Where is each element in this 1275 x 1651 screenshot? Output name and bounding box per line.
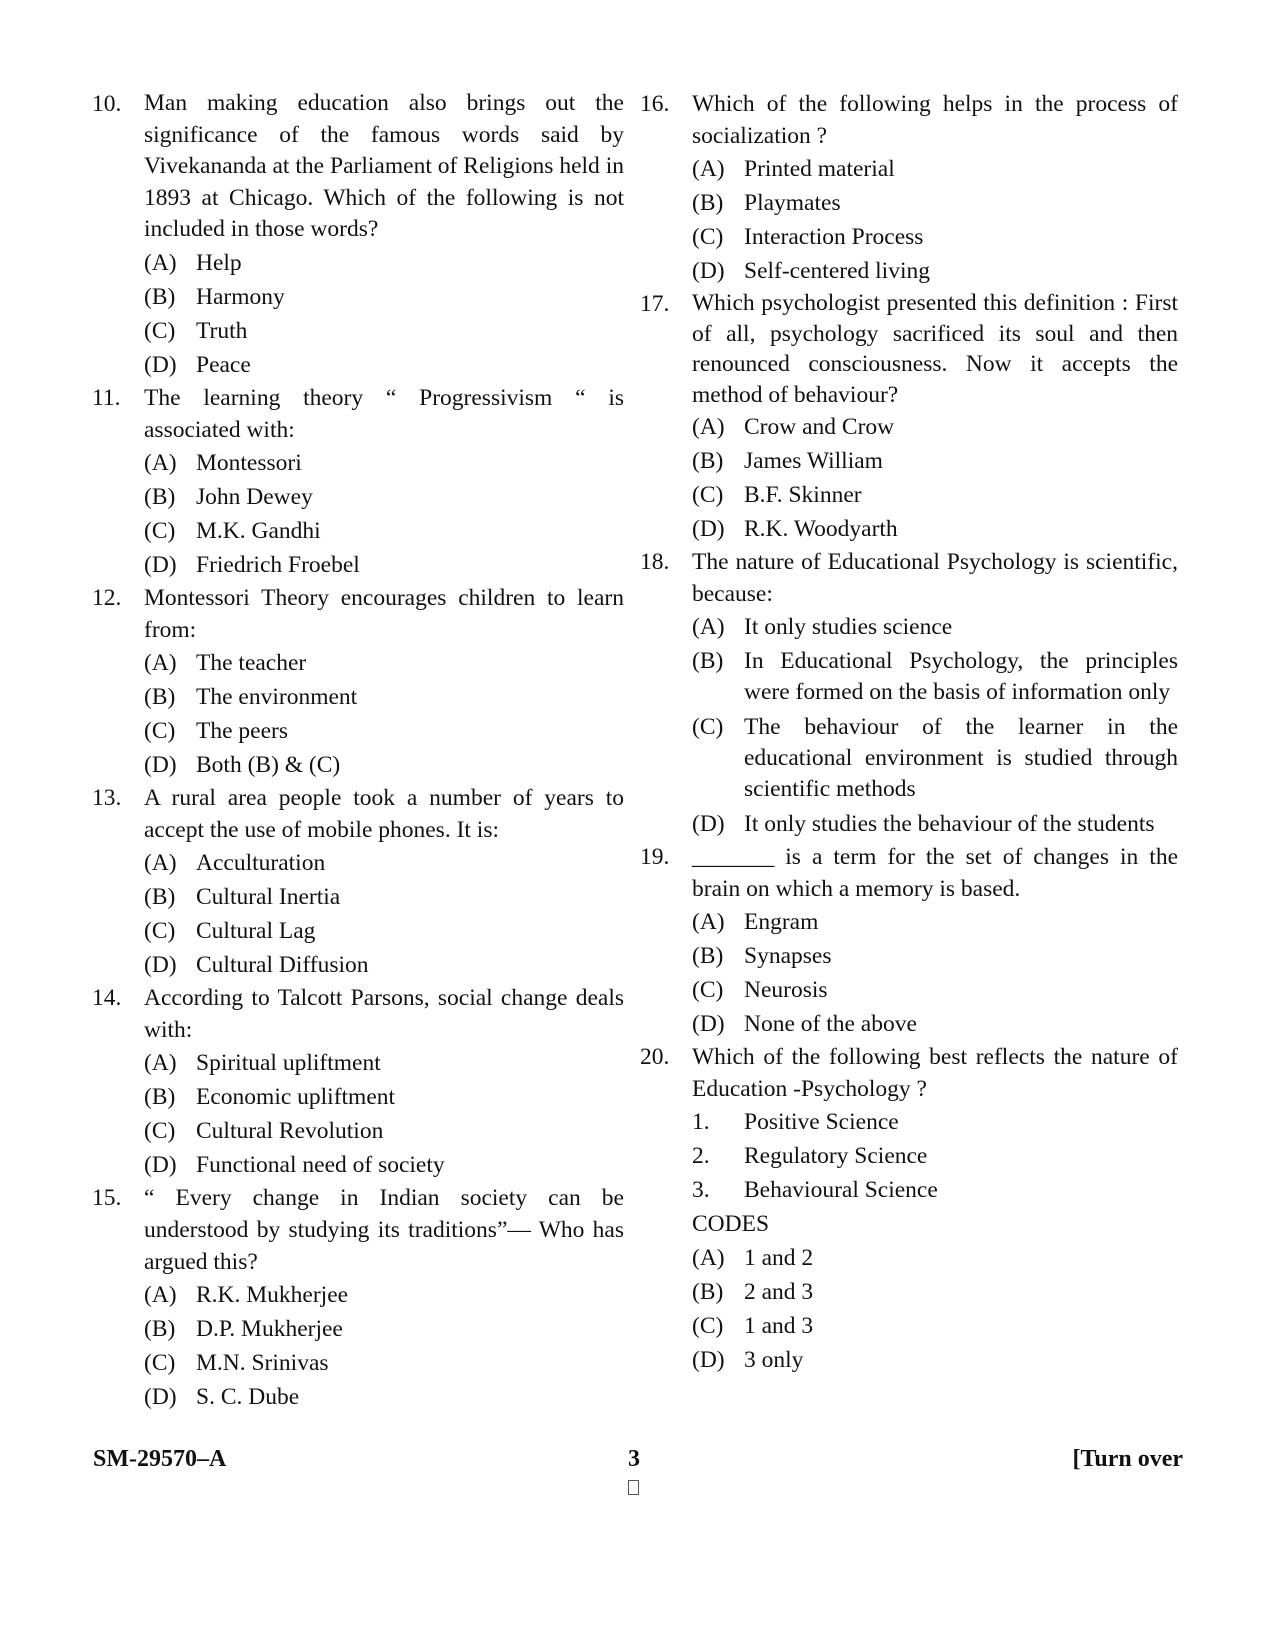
- option-text: Cultural Inertia: [196, 883, 341, 910]
- statement: [692, 1173, 1178, 1207]
- statement-text: Behavioural Science: [744, 1177, 938, 1203]
- option: [144, 914, 624, 948]
- option-text: Neurosis: [744, 977, 828, 1003]
- question-number: 14.: [92, 984, 122, 1011]
- option-text: Cultural Revolution: [196, 1117, 384, 1144]
- option: [144, 1312, 624, 1346]
- option: [144, 280, 624, 314]
- option-text: B.F. Skinner: [744, 482, 862, 508]
- option-label: (C): [692, 1313, 724, 1339]
- question-number: 15.: [92, 1184, 122, 1211]
- statement-label: 1.: [692, 1109, 710, 1135]
- option: [144, 1380, 624, 1414]
- option-text: S. C. Dube: [196, 1383, 300, 1410]
- option-text: It only studies the behaviour of the students: [744, 811, 1155, 837]
- question-text: A rural area people took a number of years to accept the use of mobile phones. It is:: [144, 784, 624, 843]
- option-text: D.P. Mukherjee: [196, 1315, 343, 1342]
- option-label: (D): [144, 751, 177, 778]
- option: [144, 548, 624, 582]
- left-column: [92, 88, 624, 1414]
- option: [692, 1343, 1178, 1377]
- option: [692, 1309, 1178, 1343]
- option-label: (D): [692, 1011, 725, 1037]
- option-text: Interaction Process: [744, 224, 924, 250]
- option-text: Synapses: [744, 943, 832, 969]
- option-text: The peers: [196, 717, 288, 744]
- option-label: (D): [144, 951, 177, 978]
- option: [144, 646, 624, 680]
- option-text: It only studies science: [744, 614, 953, 640]
- option-text: R.K. Mukherjee: [196, 1281, 349, 1308]
- question-13: [92, 782, 624, 982]
- option-label: (A): [692, 414, 725, 440]
- question-11: [92, 382, 624, 582]
- question-text: The learning theory “ Progressivism “ is associated with:: [144, 384, 624, 443]
- question-17: [640, 288, 1178, 546]
- question-10: [92, 88, 624, 382]
- page-number: 3: [628, 1446, 640, 1472]
- option: [692, 1241, 1178, 1275]
- option: [144, 1278, 624, 1312]
- option: [692, 478, 1178, 512]
- option-label: (D): [692, 258, 725, 284]
- option-label: (A): [144, 849, 177, 876]
- question-text: Which of the following helps in the process of socialization ?: [692, 91, 1178, 149]
- option-text: M.N. Srinivas: [196, 1349, 329, 1376]
- option-text: Montessori: [196, 449, 302, 476]
- option-text: Spiritual upliftment: [196, 1049, 381, 1076]
- question-number: 20.: [640, 1044, 670, 1070]
- option: [692, 1275, 1178, 1309]
- question-text: Which psychologist presented this definition : First of all, psychology sacrificed its soul and then renounced consciousness. Now it accepts the method of behaviour?: [692, 290, 1178, 408]
- option-label: (D): [144, 1383, 177, 1410]
- option-label: (B): [692, 448, 724, 474]
- option-label: (C): [144, 717, 176, 744]
- option: [692, 939, 1178, 973]
- option: [144, 846, 624, 880]
- question-14: [92, 982, 624, 1182]
- option-text: Harmony: [196, 283, 285, 310]
- option: [144, 1046, 624, 1080]
- option-label: (C): [144, 517, 176, 544]
- option: [692, 152, 1178, 186]
- question-number: 17.: [640, 291, 670, 317]
- option-label: (A): [692, 156, 725, 182]
- option-label: (D): [144, 1151, 177, 1178]
- right-column: [640, 88, 1178, 1377]
- option-label: (C): [144, 917, 176, 944]
- option-label: (A): [144, 249, 177, 276]
- option: [144, 1114, 624, 1148]
- option-label: (C): [692, 482, 724, 508]
- option-label: (C): [692, 977, 724, 1003]
- option-text: Acculturation: [196, 849, 326, 876]
- option-label: (D): [692, 811, 725, 837]
- question-number: 18.: [640, 549, 670, 575]
- option-text: In Educational Psychology, the principles were formed on the basis of information only: [744, 648, 1178, 705]
- option: [144, 314, 624, 348]
- option: [692, 644, 1178, 710]
- option-text: Friedrich Froebel: [196, 551, 360, 578]
- option: [144, 1148, 624, 1182]
- question-20: [640, 1041, 1178, 1377]
- question-text: Which of the following best reflects the nature of Education -Psychology ?: [692, 1044, 1178, 1102]
- option-label: (B): [144, 1315, 176, 1342]
- option: [692, 905, 1178, 939]
- option-label: (B): [144, 283, 176, 310]
- question-text: “ Every change in Indian society can be understood by studying its traditions”— Who has argued this?: [144, 1184, 624, 1275]
- option-label: (B): [144, 1083, 176, 1110]
- option: [144, 680, 624, 714]
- question-text: Montessori Theory encourages children to learn from:: [144, 584, 624, 643]
- option-text: Printed material: [744, 156, 895, 182]
- statement: [692, 1139, 1178, 1173]
- option-text: Functional need of society: [196, 1151, 445, 1178]
- option-text: Self-centered living: [744, 258, 930, 284]
- statement-text: Positive Science: [744, 1109, 899, 1135]
- option-label: (B): [144, 483, 176, 510]
- question-text: The nature of Educational Psychology is scientific, because:: [692, 549, 1178, 607]
- option-text: James William: [744, 448, 883, 474]
- option: [144, 514, 624, 548]
- question-text: _______ is a term for the set of changes in the brain on which a memory is based.: [692, 844, 1178, 902]
- option: [144, 1346, 624, 1380]
- option: [692, 710, 1178, 807]
- question-19: [640, 841, 1178, 1041]
- option: [692, 220, 1178, 254]
- option-label: (B): [692, 190, 724, 216]
- option: [144, 446, 624, 480]
- option-text: Help: [196, 249, 242, 276]
- option-label: (A): [144, 1049, 177, 1076]
- question-number: 19.: [640, 844, 670, 870]
- option: [144, 246, 624, 280]
- statement-text: Regulatory Science: [744, 1143, 928, 1169]
- option: [692, 444, 1178, 478]
- option-label: (B): [144, 883, 176, 910]
- question-12: [92, 582, 624, 782]
- option-label: (A): [144, 449, 177, 476]
- option: [144, 748, 624, 782]
- option-label: (A): [692, 909, 725, 935]
- option-label: (A): [692, 1245, 725, 1271]
- option-label: (B): [144, 683, 176, 710]
- option-label: (A): [144, 649, 177, 676]
- question-number: 11.: [92, 384, 121, 411]
- option-label: (D): [144, 351, 177, 378]
- option: [144, 480, 624, 514]
- option-text: M.K. Gandhi: [196, 517, 321, 544]
- statement-label: 2.: [692, 1143, 710, 1169]
- option-text: John Dewey: [196, 483, 313, 510]
- option-text: Cultural Lag: [196, 917, 316, 944]
- option-text: 1 and 2: [744, 1245, 814, 1271]
- missing-glyph-box-icon: [628, 1480, 639, 1495]
- question-15: [92, 1182, 624, 1414]
- option-text: 3 only: [744, 1347, 804, 1373]
- option-label: (A): [692, 614, 725, 640]
- option-text: Truth: [196, 317, 248, 344]
- paper-code: SM-29570–A: [93, 1446, 227, 1472]
- option: [692, 410, 1178, 444]
- option-text: Crow and Crow: [744, 414, 895, 440]
- option-text: The environment: [196, 683, 358, 710]
- option-text: Engram: [744, 909, 819, 935]
- option: [692, 610, 1178, 644]
- option: [144, 948, 624, 982]
- option: [692, 973, 1178, 1007]
- option-text: The teacher: [196, 649, 307, 676]
- question-16: [640, 88, 1178, 288]
- codes-heading: CODES: [692, 1211, 770, 1237]
- option-label: (B): [692, 648, 724, 674]
- option-text: Playmates: [744, 190, 841, 216]
- option-label: (C): [144, 317, 176, 344]
- question-text: According to Talcott Parsons, social change deals with:: [144, 984, 624, 1043]
- option-text: Cultural Diffusion: [196, 951, 369, 978]
- question-number: 10.: [92, 91, 122, 117]
- option: [692, 186, 1178, 220]
- option-label: (C): [144, 1117, 176, 1144]
- option: [144, 348, 624, 382]
- option-text: The behaviour of the learner in the educational environment is studied through scientific methods: [744, 714, 1178, 802]
- option: [144, 714, 624, 748]
- question-text: Man making education also brings out the significance of the famous words said by Vivekananda at the Parliament of Religions held in 1893 at Chicago. Which of the following is not included in those words?: [144, 90, 624, 242]
- option-text: 1 and 3: [744, 1313, 814, 1339]
- option-label: (D): [692, 516, 725, 542]
- option-label: (C): [692, 714, 724, 740]
- option-label: (B): [692, 943, 724, 969]
- option-label: (A): [144, 1281, 177, 1308]
- option-text: None of the above: [744, 1011, 917, 1037]
- option-text: R.K. Woodyarth: [744, 516, 898, 542]
- turn-over-note: [Turn over: [1072, 1446, 1183, 1472]
- option: [144, 880, 624, 914]
- option-label: (B): [692, 1279, 724, 1305]
- option-label: (C): [692, 224, 724, 250]
- option: [692, 254, 1178, 288]
- option: [692, 512, 1178, 546]
- question-number: 16.: [640, 91, 670, 117]
- statement: [692, 1105, 1178, 1139]
- option-label: (D): [144, 551, 177, 578]
- option-text: Peace: [196, 351, 251, 378]
- option-label: (D): [692, 1347, 725, 1373]
- statement-label: 3.: [692, 1177, 710, 1203]
- option-label: (C): [144, 1349, 176, 1376]
- question-number: 12.: [92, 584, 122, 611]
- option-text: 2 and 3: [744, 1279, 814, 1305]
- option: [692, 807, 1178, 841]
- option-text: Both (B) & (C): [196, 751, 341, 778]
- option: [692, 1007, 1178, 1041]
- question-18: [640, 546, 1178, 841]
- question-number: 13.: [92, 784, 122, 811]
- option-text: Economic upliftment: [196, 1083, 396, 1110]
- option: [144, 1080, 624, 1114]
